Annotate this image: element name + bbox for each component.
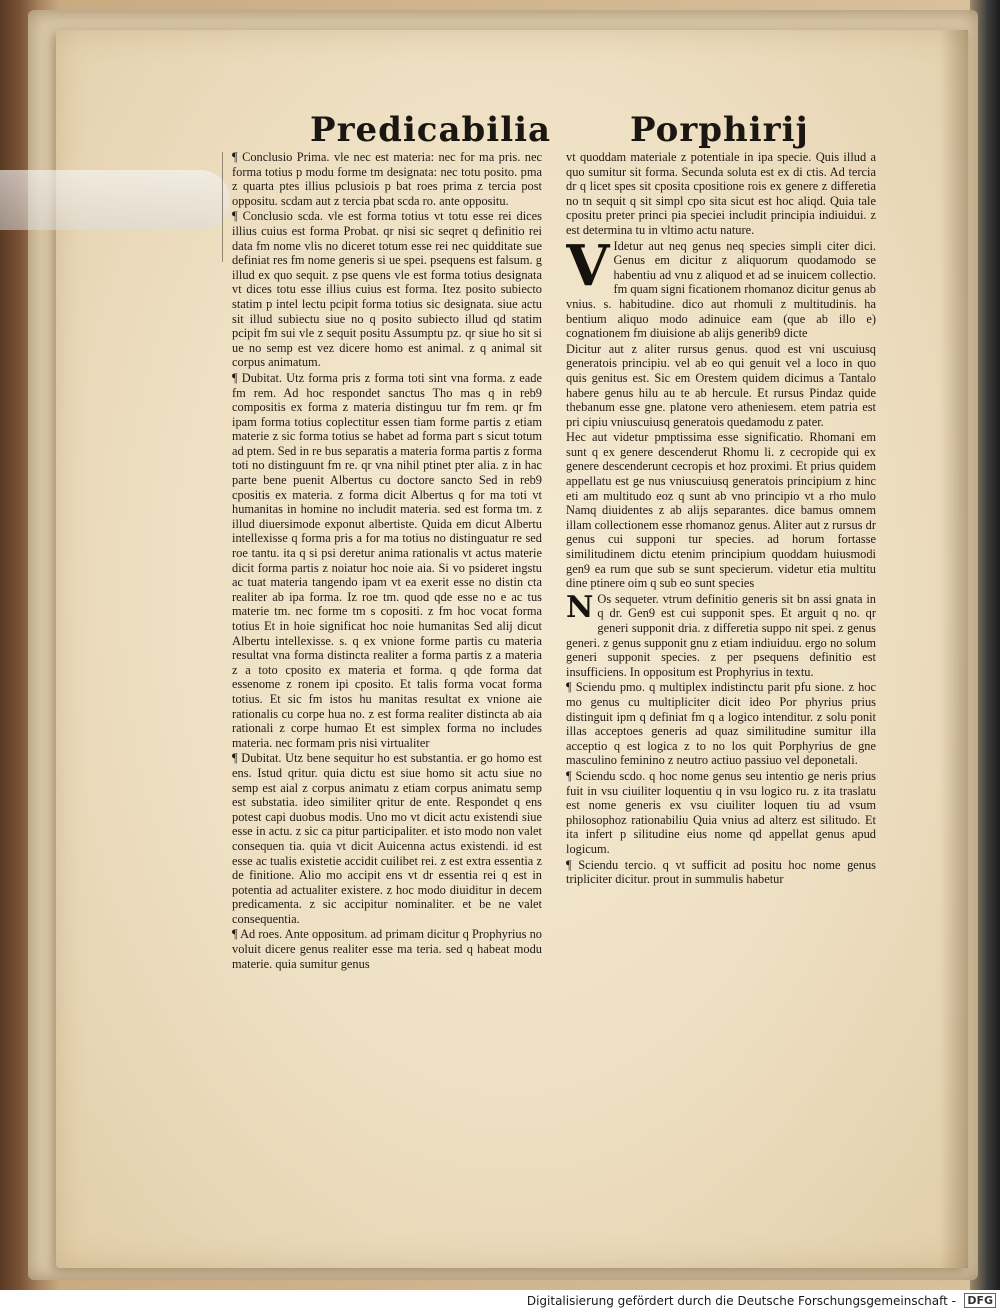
paragraph: Dicitur aut z aliter rursus genus. quod est vni uscuiusq generatois principiu. vel ab eo qui genuit vel a loco in quo quis genitus est. Sic em Orestem quidem dicimus a Tantalo habere genus hilu au te ab hercule. Et rursus Pindaz quide thebanum esse gne. platone vero atheniesem. etem patria est pri cipiu vniuscuiusq generatois quedamodu z pater. — [566, 341, 876, 429]
margin-bracket — [222, 152, 229, 262]
page-gutter — [940, 30, 968, 1268]
paragraph: ¶ Conclusio Prima. vle nec est materia: nec for ma pris. nec forma totius p modu forme tm designata: nec totu posito. pma z quarta ptes illius pclusiois p bat roes prima z tercia post oppositu. scdam aut z tercia pbat scda ro. ante oppositu. — [232, 150, 542, 208]
text-column-right — [566, 150, 876, 1025]
decorated-initial: N — [566, 589, 594, 625]
running-header-left: Predicabilia — [310, 110, 552, 150]
text-column-left — [232, 150, 542, 1040]
decorated-initial: V — [566, 232, 610, 299]
funding-credit: Digitalisierung gefördert durch die Deutsche Forschungsgemeinschaft - — [526, 1294, 956, 1308]
paragraph: ¶ Sciendu scdo. q hoc nome genus seu intentio ge neris prius fuit in vsu ciuiliter loquentiu q in vsu logico ru. z ita traslatu est nome generis ex vsu ciuiliter loquen tiu ad vsum philosophoz rationabiliu Quia vnius ad alterz est silitudo. Et ita infert p silitudine eius nome qd appellat genus apud logicum. — [566, 768, 876, 856]
paragraph: Hec aut videtur pmptissima esse significatio. Rhomani em sunt q ex genere descenderut Rhomu li. z cecropide qui ex genere descenderunt cecropis et hoz proximi. Et prius quidem appellatu est ge nus vniuscuiusq generatois principium z hinc eti am multitudo eoz q sunt ab vno principio vt a rho mulo Namq diuidentes z ab alijs separantes. dice bamus omnem illam collectionem esse rhomanoz genus. Aliter aut z rursus dr genus cui supponi tur species. ad horum fortasse similitudinem dictu etenim principium quoddam huiusmodi gen9 ea rum que sub se sunt specierum. videtur etia multitu dine ptinere oim q sub eo sunt species — [566, 430, 876, 591]
paragraph: ¶ Dubitat. Utz bene sequitur ho est substantia. er go homo est ens. Istud qritur. quia dictu est siue homo sit actu siue no semp est aial z corpus animatu z etiam corpus animatu semp est substatia. ideo similiter qritur de ente. Respondet q ens potest capi duobus modis. Uno mo vt dicit actu existendi siue esse in actu. z sic ca pitur participaliter. et isto modo non valet consequen tia. quia vt dicit Auicenna actus existendi. id est esse ac tualis existetie accidit cuilibet rei. z est extra essentia z de finitione. Alio mo accipit ens vt dr essentia rei q est in potentia ad actualiter existere. z hoc modo diuiditur in decem predicamenta. z sic accipitur nominaliter. et be ne valet consequentia. — [232, 751, 542, 926]
paragraph-with-initial — [566, 589, 876, 680]
paragraph-with-initial — [566, 232, 876, 341]
paragraph: ¶ Dubitat. Utz forma pris z forma toti sint vna forma. z eade fm rem. Ad hoc respondet sanctus Tho mas q in reb9 compositis ex forma z materia distinguu tur fm rem. qr fm ipam forma totius coplectitur essen tiam forme partis z etiam materie z sic forma totius se habet ad forma part s sicut totum ad ptem. Sed in re bus separatis a materia forma partis z forma toti no distinguunt fm re. qr vna nihil ptinet pter alia. z in hac parte bene puenit Albertus cu doctore sancto Sed in reb9 cpositis ex materia. z forma dicit Albertus q for ma toti vt humanitas in homine no includit materia. sed est forma tm. z illud diuersimode exponut albertiste. Quida em dicut Albertu intellexisse q forma pris a for ma totius no distinguatur re sed roe tantu. ita q si psi deretur anima rationalis vt actus materie dicit forma partis z noiatur hoc noie aia. Si vo psideret ingstu ac tuat materia tangendo ipam vt ea exerit esse no distin cta realiter ab ipa forma. Iz roe tm. quod qde esse no e ac tus materie tm. nec forme tm s copositi. z fm hoc vocat forma totius Et in hoie significat hoc noie humanitas Sed alij dicut Albertu intellexisse. s. q ex vnione forme partis cu materia resultat vna forma distincta realiter a forma partis z a materia z a toto cposito ex materia et forma. q qde forma dat essenome z ronem ipi cposito. Et talis forma vocat forma totius. Et sic fm istos hu manitas resultat ex vnione aie rationalis cu corpe hua no. z est forma realiter distincta ab aia rationali z corpe humao Et est simplex forma no includes materia. nec formam pris nisi virtualiter — [232, 370, 542, 750]
paragraph-text: Idetur aut neq genus neq species simpli citer dici. Genus em dicitur z aliquorum quodamodo se habentiu ad vnu z aliquod et ad se inuicem collectio. fm quam signi ficationem rhomanoz dicitur genus ab vnius. s. habitudine. dico aut rhomuli z multitudinis. ha bentium aliquo modo adinuice eam (que ab illo e) cognationem fm diuisione ab alijs generib9 dicte — [566, 238, 876, 341]
dfg-logo: DFG — [964, 1293, 996, 1308]
paragraph: ¶ Sciendu pmo. q multiplex indistinctu parit pfu sione. z hoc mo genus cu multipliciter dicit ideo Por phyrius prius distinguit ipm q definiat fm q a logico intenditur. z solu ponit illas acceptoes generis ad quaz similitudine sumitur illa acceptio q est logica z to no los quit Porphyrius de gne masculino feminino z neutro actiuo passiuo vel deponetali. — [566, 680, 876, 768]
paragraph: ¶ Sciendu tercio. q vt sufficit ad positu hoc nome genus tripliciter dicitur. prout in summulis habetur — [566, 857, 876, 887]
running-header-right: Porphirij — [630, 110, 809, 150]
paragraph: ¶ Ad roes. Ante oppositum. ad primam dicitur q Prophyrius no voluit dicere genus realiter esse ma teria. sed q habeat modu materie. quia sumitur genus — [232, 927, 542, 971]
footer-bar — [0, 1290, 1000, 1313]
paragraph: ¶ Conclusio scda. vle est forma totius vt totu esse rei dices illius cuius est forma Probat. qr nisi sic seqret q definitio rei data fm nome vlis no diceret totum esse rei nec quidditate sue definiat res fm nome generis si ue spei. psequens est falsum. g illud ex quo sequit. z pse quens vle est forma totius designata vt dices totu esse illius cuius est forma. Itez posito subiecto statim p intel lectu pcipit forma totius sic designata. siue actu sit illud subiectu siue no q posito subiecto illud qd statim pcipit fm sui vle z sequit positu Assumptu pz. qr siue ho sit si ue no semp est vez dicere homo est animal. z q animal sit corpus animatum. — [232, 209, 542, 370]
paragraph: vt quoddam materiale z potentiale in ipa specie. Quis illud a quo sumitur sit forma. Secunda soluta est ex di ctis. Ad tercia dr q licet spes sit cposita cpositione rois ex genere z differetia no tn sequit q sit simpl cpo sita sicut est hoc aliqd. Quia tale cpositu preter princi pia speciei includit principia indiuidui. z est determina tu in vltimo actu nature. — [566, 150, 876, 237]
page-marker-tab — [0, 170, 230, 230]
paragraph-text: Os sequeter. vtrum definitio generis sit bn assi gnata in q dr. Gen9 est cui supponit spes. Et arguit q no. qr generi supponit dria. z differetia suppo nit spei. z genus generi. z genus supponit gnu z etiam indiuiduu. ergo no solum generi supponit species. z per psequens definitio est insufficiens. In oppositum est Prophyrius in textu. — [566, 591, 876, 679]
